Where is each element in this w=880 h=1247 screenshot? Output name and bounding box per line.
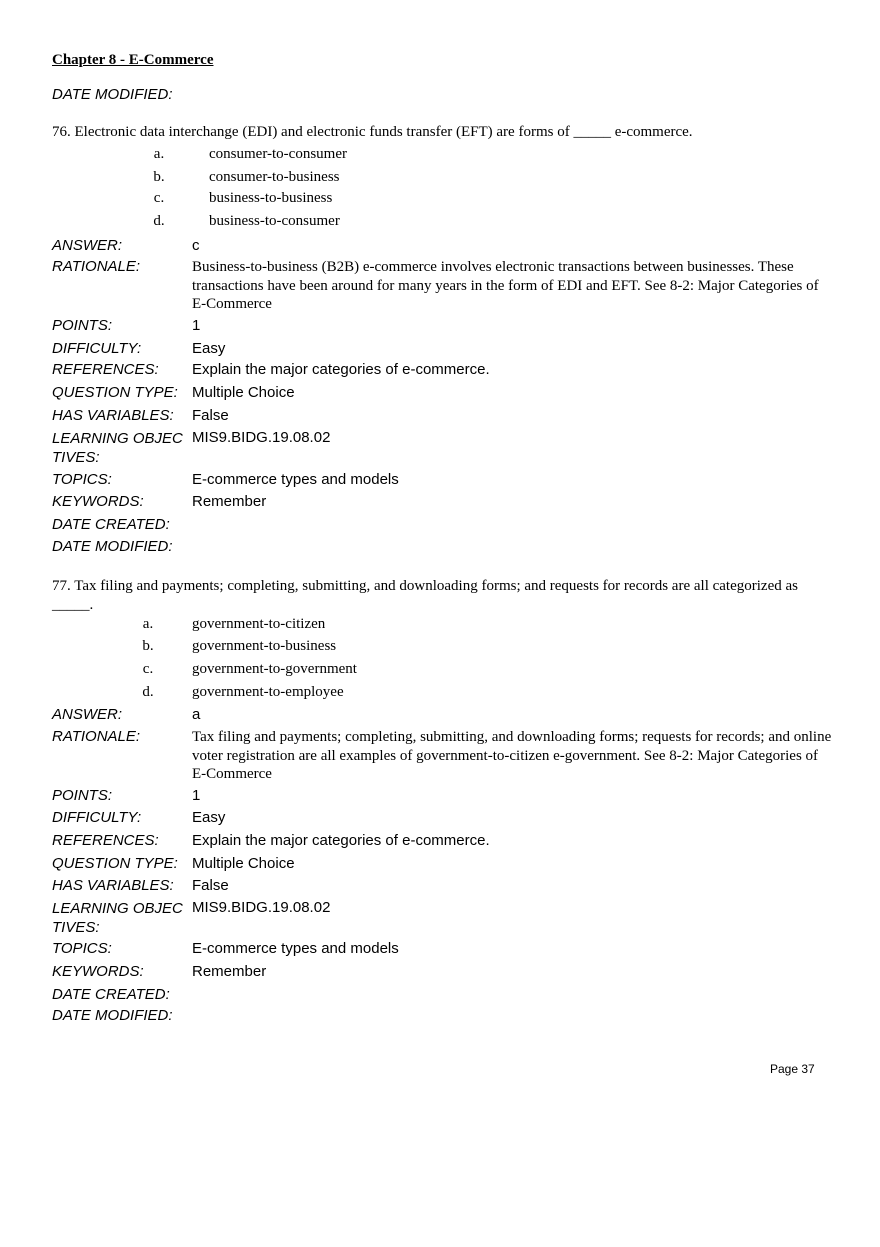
q77-answer-label: ANSWER: (52, 706, 123, 723)
q77-date-modified-label: DATE MODIFIED: (52, 1007, 173, 1024)
q77-option-d-letter: d. (142, 684, 154, 700)
q77-points-label: POINTS: (52, 787, 113, 804)
q77-option-d-text: government-to-employee (192, 684, 344, 700)
q77-date-created-label: DATE CREATED: (52, 986, 170, 1003)
q76-difficulty-value: Easy (192, 340, 226, 357)
q76-references-value: Explain the major categories of e-commerce. (192, 361, 490, 378)
q76-answer-value: c (192, 237, 200, 254)
q76-answer-label: ANSWER: (52, 237, 123, 254)
q76-option-d-letter: d. (153, 213, 165, 229)
q76-question-type-label: QUESTION TYPE: (52, 384, 178, 401)
q77-option-b-letter: b. (142, 638, 154, 654)
q77-points-value: 1 (192, 787, 201, 804)
q76-option-a-letter: a. (153, 146, 165, 162)
q77-rationale-text: Tax filing and payments; completing, submitting, and downloading forms; requests for records; and online voter registration are all examples of government-to-citizen e-government. See 8-2: Major Categories of E-Commerce (192, 729, 832, 782)
q76-option-c-text: business-to-business (209, 190, 333, 206)
q76-difficulty-label: DIFFICULTY: (52, 340, 142, 357)
question-76-prompt: 76. Electronic data interchange (EDI) and electronic funds transfer (EFT) are forms of _____ e-commerce. (52, 124, 693, 140)
q76-points-label: POINTS: (52, 317, 113, 334)
q76-learning-objectives-value: MIS9.BIDG.19.08.02 (192, 429, 331, 446)
q76-learning-objectives-label: LEARNING OBJECTIVES: (52, 430, 183, 466)
q77-learning-objectives-value: MIS9.BIDG.19.08.02 (192, 899, 331, 916)
chapter-title: Chapter 8 - E-Commerce (52, 52, 214, 68)
q77-option-b-text: government-to-business (192, 638, 337, 654)
q77-references-label: REFERENCES: (52, 832, 159, 849)
q76-has-variables-value: False (192, 407, 229, 424)
q77-option-a-letter: a. (142, 616, 154, 632)
page-number: Page 37 (770, 1062, 815, 1076)
q77-has-variables-value: False (192, 877, 229, 894)
q76-option-c-letter: c. (153, 190, 165, 206)
q77-references-value: Explain the major categories of e-commerce. (192, 832, 490, 849)
q76-keywords-value: Remember (192, 493, 267, 510)
q77-keywords-label: KEYWORDS: (52, 963, 144, 980)
q76-has-variables-label: HAS VARIABLES: (52, 407, 174, 424)
q77-difficulty-label: DIFFICULTY: (52, 809, 142, 826)
q76-rationale-label: RATIONALE: (52, 258, 141, 275)
q76-option-b-letter: b. (153, 169, 165, 185)
q76-question-type-value: Multiple Choice (192, 384, 295, 401)
q76-points-value: 1 (192, 317, 201, 334)
q76-references-label: REFERENCES: (52, 361, 159, 378)
q77-rationale-label: RATIONALE: (52, 728, 141, 745)
q77-option-a-text: government-to-citizen (192, 616, 326, 632)
q77-question-type-value: Multiple Choice (192, 855, 295, 872)
q76-topics-value: E-commerce types and models (192, 471, 399, 488)
q77-answer-value: a (192, 706, 201, 723)
q76-option-d-text: business-to-consumer (209, 213, 340, 229)
q77-has-variables-label: HAS VARIABLES: (52, 877, 174, 894)
q77-topics-label: TOPICS: (52, 940, 112, 957)
q77-question-type-label: QUESTION TYPE: (52, 855, 178, 872)
question-77-prompt: 77. Tax filing and payments; completing, submitting, and downloading forms; and requests for records are all categorized as _____. (52, 578, 798, 613)
q77-option-c-letter: c. (142, 661, 154, 677)
q76-rationale-text: Business-to-business (B2B) e-commerce involves electronic transactions between businesses. These transactions have been around for many years in the form of EDI and EFT. See 8-2: Major Categories of E-Commerce (192, 259, 819, 312)
q76-keywords-label: KEYWORDS: (52, 493, 144, 510)
q76-option-a-text: consumer-to-consumer (209, 146, 347, 162)
q77-option-c-text: government-to-government (192, 661, 357, 677)
q77-topics-value: E-commerce types and models (192, 940, 399, 957)
top-date-modified-label: DATE MODIFIED: (52, 86, 173, 103)
q76-date-modified-label: DATE MODIFIED: (52, 538, 173, 555)
q77-learning-objectives-label: LEARNING OBJECTIVES: (52, 900, 183, 936)
q76-topics-label: TOPICS: (52, 471, 112, 488)
q76-date-created-label: DATE CREATED: (52, 516, 170, 533)
q77-keywords-value: Remember (192, 963, 267, 980)
q76-option-b-text: consumer-to-business (209, 169, 340, 185)
q77-difficulty-value: Easy (192, 809, 226, 826)
